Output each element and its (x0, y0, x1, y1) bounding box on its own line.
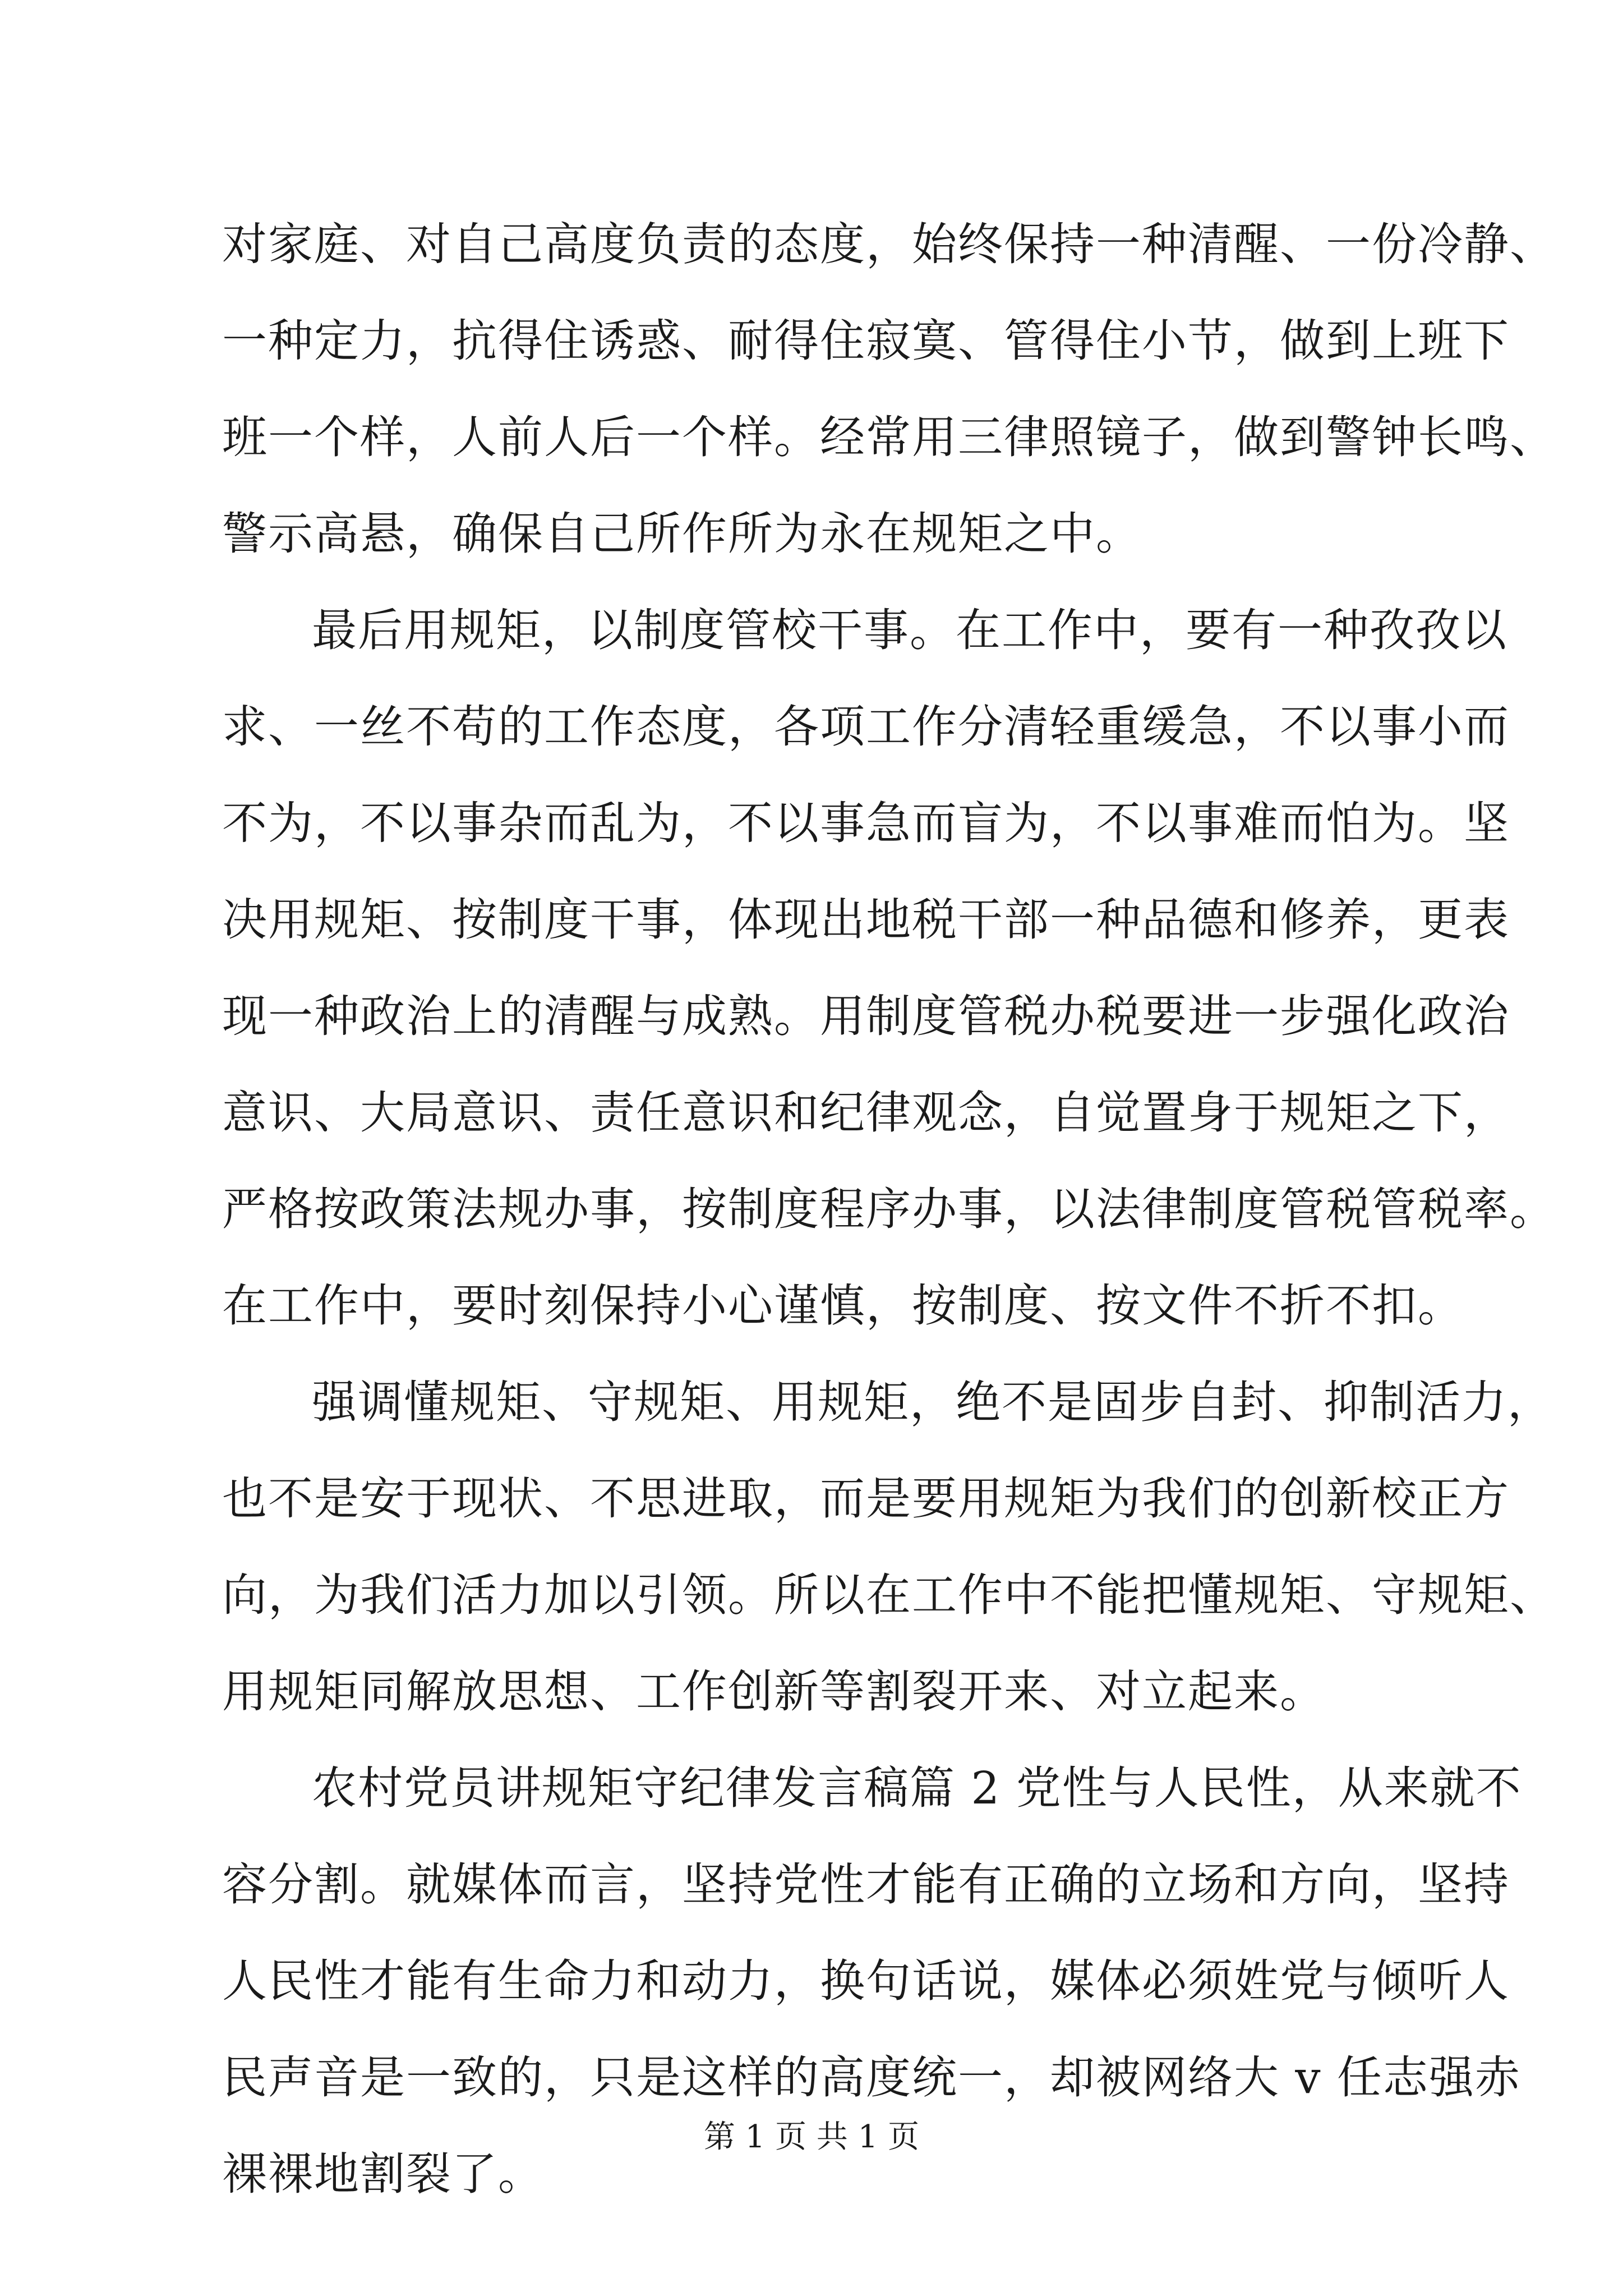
text-line: 不为，不以事杂而乱为，不以事急而盲为，不以事难而怕为。坚 (222, 797, 1510, 849)
text-line: 意识、大局意识、责任意识和纪律观念，自觉置身于规矩之下， (222, 1087, 1510, 1139)
text-line: 对家庭、对自己高度负责的态度，始终保持一种清醒、一份冷静、 (222, 218, 1556, 270)
text-line: 农村党员讲规矩守纪律发言稿篇 2 党性与人民性，从来就不 (312, 1762, 1522, 1814)
text-line: 在工作中，要时刻保持小心谨慎，按制度、按文件不折不扣。 (222, 1280, 1464, 1332)
page-footer (0, 2118, 1623, 2157)
text-line: 容分割。就媒体而言，坚持党性才能有正确的立场和方向，坚持 (222, 1858, 1510, 1911)
document-body (222, 196, 1556, 2223)
text-line: 决用规矩、按制度干事，体现出地税干部一种品德和修养，更表 (222, 894, 1510, 946)
text-line: 一种定力，抗得住诱惑、耐得住寂寞、管得住小节，做到上班下 (222, 315, 1510, 367)
text-line: 最后用规矩，以制度管校干事。在工作中，要有一种孜孜以 (312, 604, 1507, 656)
text-line: 严格按政策法规办事，按制度程序办事，以法律制度管税管税率。 (222, 1183, 1556, 1235)
text-line: 警示高悬，确保自己所作所为永在规矩之中。 (222, 508, 1142, 560)
text-line: 向，为我们活力加以引领。所以在工作中不能把懂规矩、守规矩、 (222, 1569, 1556, 1621)
text-line: 求、一丝不苟的工作态度，各项工作分清轻重缓急，不以事小而 (222, 701, 1510, 753)
text-line: 班一个样，人前人后一个样。经常用三律照镜子，做到警钟长鸣、 (222, 411, 1556, 463)
text-line: 民声音是一致的，只是这样的高度统一，却被网络大 v 任志强赤 (222, 2051, 1521, 2104)
text-line: 也不是安于现状、不思进取，而是要用规矩为我们的创新校正方 (222, 1473, 1510, 1525)
text-line: 用规矩同解放思想、工作创新等割裂开来、对立起来。 (222, 1665, 1326, 1718)
text-line: 裸裸地割裂了。 (222, 2148, 544, 2200)
page-number-label: 第 1 页 共 1 页 (703, 2119, 920, 2155)
text-line: 强调懂规矩、守规矩、用规矩，绝不是固步自封、抑制活力， (312, 1376, 1553, 1428)
text-line: 人民性才能有生命力和动力，换句话说，媒体必须姓党与倾听人 (222, 1955, 1510, 2007)
text-line: 现一种政治上的清醒与成熟。用制度管税办税要进一步强化政治 (222, 990, 1510, 1042)
